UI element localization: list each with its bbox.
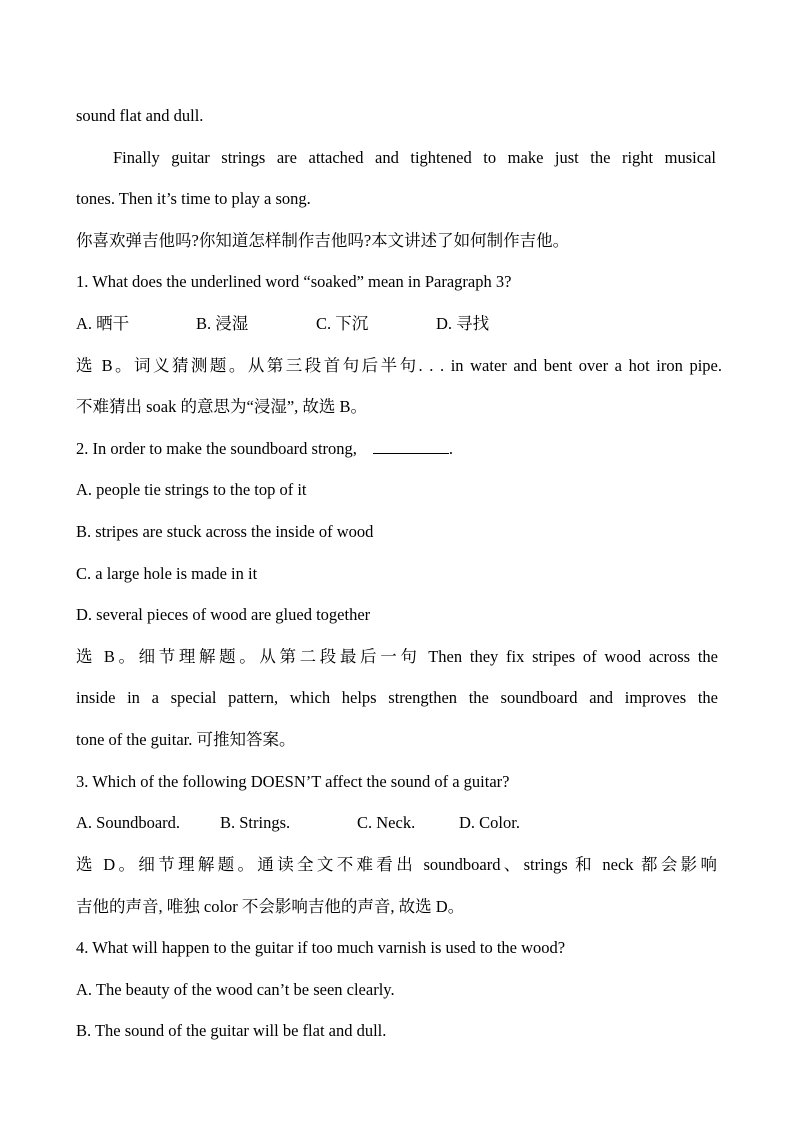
passage-line: sound flat and dull.	[76, 106, 204, 125]
question-stem: 4. What will happen to the guitar if too much varnish is used to the wood?	[76, 938, 566, 957]
answer-blank	[373, 439, 449, 454]
option-d: D. several pieces of wood are glued together	[76, 605, 371, 624]
option-c: C. 下沉	[316, 314, 369, 333]
question-stem: 3. Which of the following DOESN’T affect the sound of a guitar?	[76, 772, 510, 791]
answer-explanation: 选 D。细节理解题。通读全文不难看出 soundboard、strings 和 neck 都会影响	[76, 855, 717, 874]
option-a: A. people tie strings to the top of it	[76, 480, 307, 499]
answer-explanation: 选 B。细节理解题。从第二段最后一句 Then they fix stripes of wood across the	[76, 647, 718, 666]
question-stem: 1. What does the underlined word “soaked” mean in Paragraph 3?	[76, 272, 512, 291]
option-b: B. stripes are stuck across the inside of wood	[76, 522, 374, 541]
passage-line: tones. Then it’s time to play a song.	[76, 189, 311, 208]
passage-summary: 你喜欢弹吉他吗?你知道怎样制作吉他吗?本文讲述了如何制作吉他。	[76, 231, 570, 250]
option-d: D. Color.	[459, 813, 520, 832]
option-b: B. Strings.	[220, 813, 291, 832]
passage-line: Finally guitar strings are attached and tightened to make just the right musical	[113, 148, 716, 167]
answer-explanation: 选 B。词义猜测题。从第三段首句后半句. . . in water and bent over a hot iron pipe.	[76, 356, 722, 375]
option-b: B. 浸湿	[196, 314, 249, 333]
answer-explanation: inside in a special pattern, which helps strengthen the soundboard and improves the	[76, 688, 718, 707]
question-stem	[76, 439, 726, 459]
option-c: C. Neck.	[357, 813, 416, 832]
option-a: A. Soundboard.	[76, 813, 181, 832]
question-stem-end: .	[448, 439, 454, 458]
option-a: A. The beauty of the wood can’t be seen clearly.	[76, 980, 395, 999]
option-c: C. a large hole is made in it	[76, 564, 258, 583]
option-a: A. 晒干	[76, 314, 130, 333]
answer-explanation: 吉他的声音, 唯独 color 不会影响吉他的声音, 故选 D。	[76, 897, 465, 916]
answer-explanation: tone of the guitar. 可推知答案。	[76, 730, 296, 749]
answer-explanation: 不难猜出 soak 的意思为“浸湿”, 故选 B。	[76, 397, 368, 416]
question-stem-text: 2. In order to make the soundboard strong,	[76, 439, 357, 458]
option-b: B. The sound of the guitar will be flat and dull.	[76, 1021, 387, 1040]
option-d: D. 寻找	[436, 314, 490, 333]
